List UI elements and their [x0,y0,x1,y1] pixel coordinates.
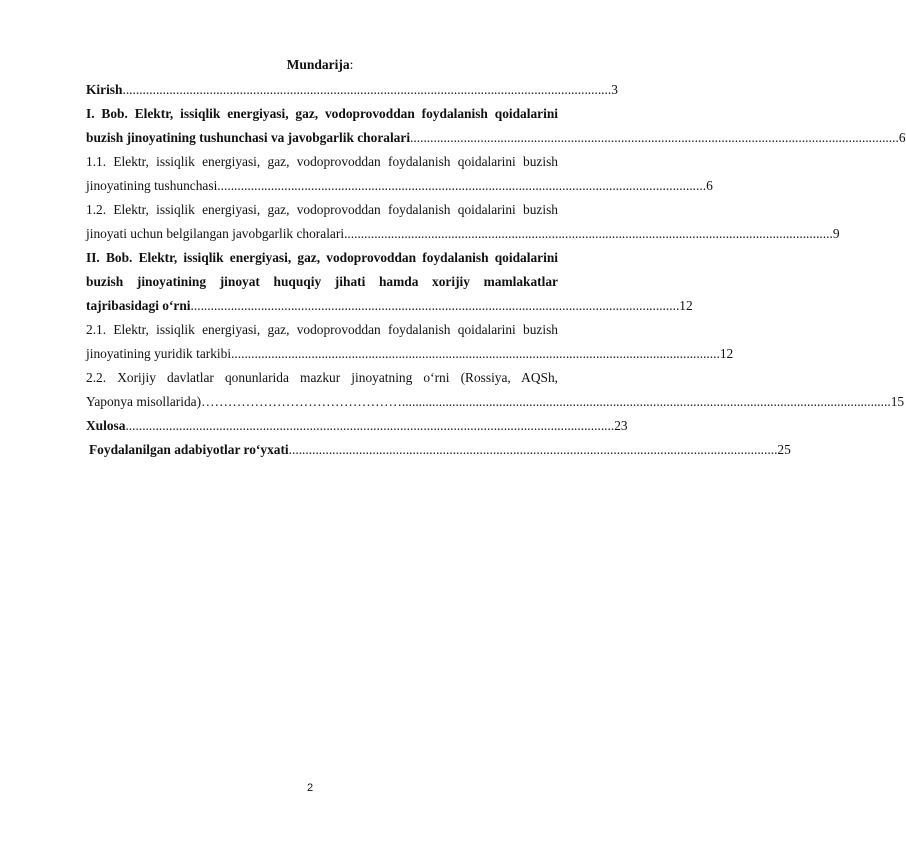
toc-entry-bob2-line1[interactable]: II. Bob. Elektr, issiqlik energiyasi, gaz, vodoprovoddan foydalanish qoidalarini [86,250,558,265]
page-number: 2 [306,782,314,794]
toc-entry-label: Yaponya misollarida) [86,394,202,409]
toc-entry-label: tajribasidagi o‘rni [86,298,191,313]
toc-entry-adabiyot[interactable] [89,438,791,462]
toc-entry-2-2-line1[interactable]: 2.2. Xorijiy davlatlar qonunlarida mazkur jinoyatning o‘rni (Rossiya, AQSh, [86,370,558,385]
toc-entry-label: Foydalanilgan adabiyotlar ro‘yxati [89,442,289,457]
toc-page-number: 15 [890,394,905,409]
toc-entry-label: Kirish [86,82,123,97]
leader-dots: .................................................................................................................................................. [122,82,612,97]
toc-entry-bob1-line2[interactable] [86,126,906,150]
leader-dots: .................................................................................................................................................. [401,394,891,409]
ellipsis-leader: ……………………………………… [201,394,402,409]
toc-entry-bob1-line1[interactable]: I. Bob. Elektr, issiqlik energiyasi, gaz, vodoprovoddan foydalanish qoidalarini [86,106,558,121]
toc-page-number: 23 [614,418,628,433]
toc-page-number: 6 [706,178,713,193]
toc-page-number: 12 [719,346,734,361]
toc-entry-1-2-line1[interactable]: 1.2. Elektr, issiqlik energiyasi, gaz, vodoprovoddan foydalanish qoidalarini buzish [86,202,558,217]
toc-entry-label: jinoyatining tushunchasi [86,178,218,193]
toc-entry-1-1-line1[interactable]: 1.1. Elektr, issiqlik energiyasi, gaz, vodoprovoddan foydalanish qoidalarini buzish [86,154,558,169]
toc-entry-kirish[interactable] [86,78,618,102]
toc-entry-label: jinoyati uchun belgilangan javobgarlik choralari [86,226,345,241]
leader-dots: .................................................................................................................................................. [217,178,707,193]
leader-dots: .................................................................................................................................................. [410,130,899,145]
toc-page-number: 12 [679,298,693,313]
toc-page-number: 9 [832,226,840,241]
toc-entry-label: jinoyatining yuridik tarkibi [86,346,232,361]
toc-page-number: 25 [777,442,791,457]
leader-dots: .................................................................................................................................................. [231,346,720,361]
toc-entry-2-1-line2[interactable] [86,342,734,366]
toc-entry-bob2-line3[interactable] [86,294,693,318]
toc-entry-xulosa[interactable] [86,414,628,438]
toc-entry-1-1-line2[interactable] [86,174,713,198]
toc-entry-1-2-line2[interactable] [86,222,840,246]
toc-page-number: 3 [611,82,618,97]
leader-dots: .................................................................................................................................................. [125,418,615,433]
toc-entry-2-2-line2[interactable] [86,390,905,414]
toc-entry-label: buzish jinoyatining tushunchasi va javobgarlik choralari [86,130,411,145]
page-title: Mundarija: [286,57,354,72]
toc-entry-label: Xulosa [86,418,126,433]
toc-entry-2-1-line1[interactable]: 2.1. Elektr, issiqlik energiyasi, gaz, vodoprovoddan foydalanish qoidalarini buzish [86,322,558,337]
toc-page-number: 6 [898,130,906,145]
leader-dots: .................................................................................................................................................. [288,442,778,457]
toc-entry-bob2-line2[interactable]: buzish jinoyatining jinoyat huquqiy jihati hamda xorijiy mamlakatlar [86,274,558,289]
leader-dots: .................................................................................................................................................. [344,226,833,241]
leader-dots: .................................................................................................................................................. [190,298,680,313]
